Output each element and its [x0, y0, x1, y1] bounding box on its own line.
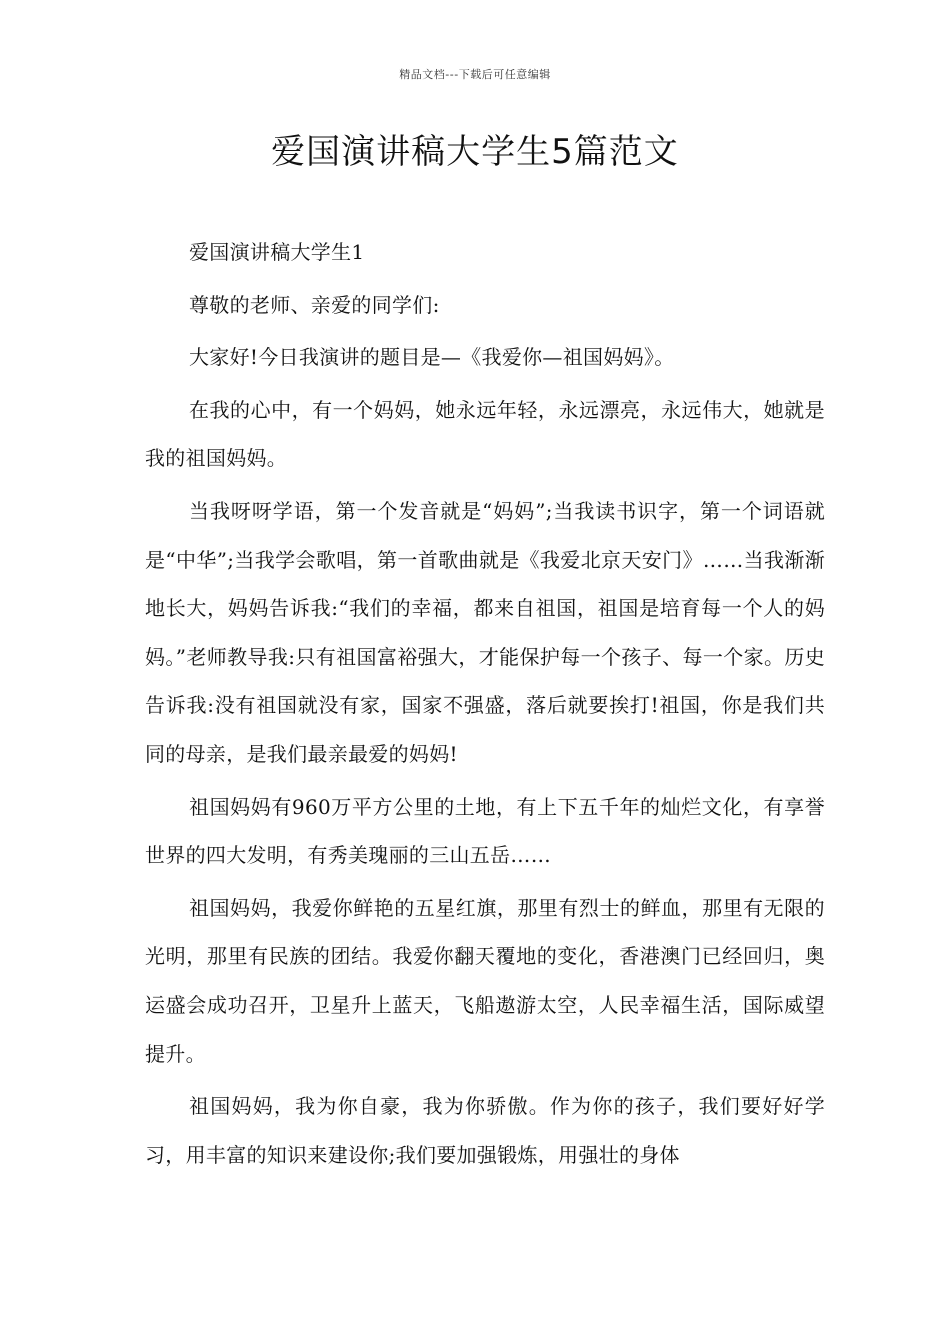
paragraph-body: 在我的心中，有一个妈妈，她永远年轻，永远漂亮，永远伟大，她就是我的祖国妈妈。	[145, 397, 825, 471]
paragraph-section-heading: 爱国演讲稿大学生1	[189, 240, 365, 264]
paragraph-body: 当我呀呀学语，第一个发音就是“妈妈”;当我读书识字，第一个词语就是“中华”;当我学会歌唱，第一首歌曲就是《我爱北京天安门》……当我渐渐地长大，妈妈告诉我:“我们的幸福，都来自祖国，祖国是培育每一个人的妈妈。”老师教导我:只有祖国富裕强大，才能保护每一个孩子、每一个家。历史告诉我:没有祖国就没有家，国家不强盛，落后就要挨打!祖国，你是我们共同的母亲，是我们最亲最爱的妈妈!	[145, 498, 825, 766]
paragraph-body: 祖国妈妈，我为你自豪，我为你骄傲。作为你的孩子，我们要好好学习，用丰富的知识来建设你;我们要加强锻炼，用强壮的身体	[145, 1094, 825, 1167]
paragraph-body: 祖国妈妈，我爱你鲜艳的五星红旗，那里有烈士的鲜血，那里有无限的光明，那里有民族的团结。我爱你翻天覆地的变化，香港澳门已经回归，奥运盛会成功召开，卫星升上蓝天，飞船遨游太空，人民幸福生活，国际威望提升。	[145, 895, 825, 1066]
paragraph-body: 祖国妈妈有960万平方公里的土地，有上下五千年的灿烂文化，有享誉世界的四大发明，有秀美瑰丽的三山五岳……	[145, 794, 825, 868]
document-title: 爱国演讲稿大学生5篇范文	[271, 132, 679, 172]
document-body	[145, 228, 825, 1183]
page-header-note: 精品文档---下载后可任意编辑	[399, 68, 551, 81]
paragraph-salutation: 尊敬的老师、亲爱的同学们:	[189, 292, 440, 317]
paragraph-greeting: 大家好!今日我演讲的题目是—《我爱你—祖国妈妈》。	[189, 345, 675, 370]
